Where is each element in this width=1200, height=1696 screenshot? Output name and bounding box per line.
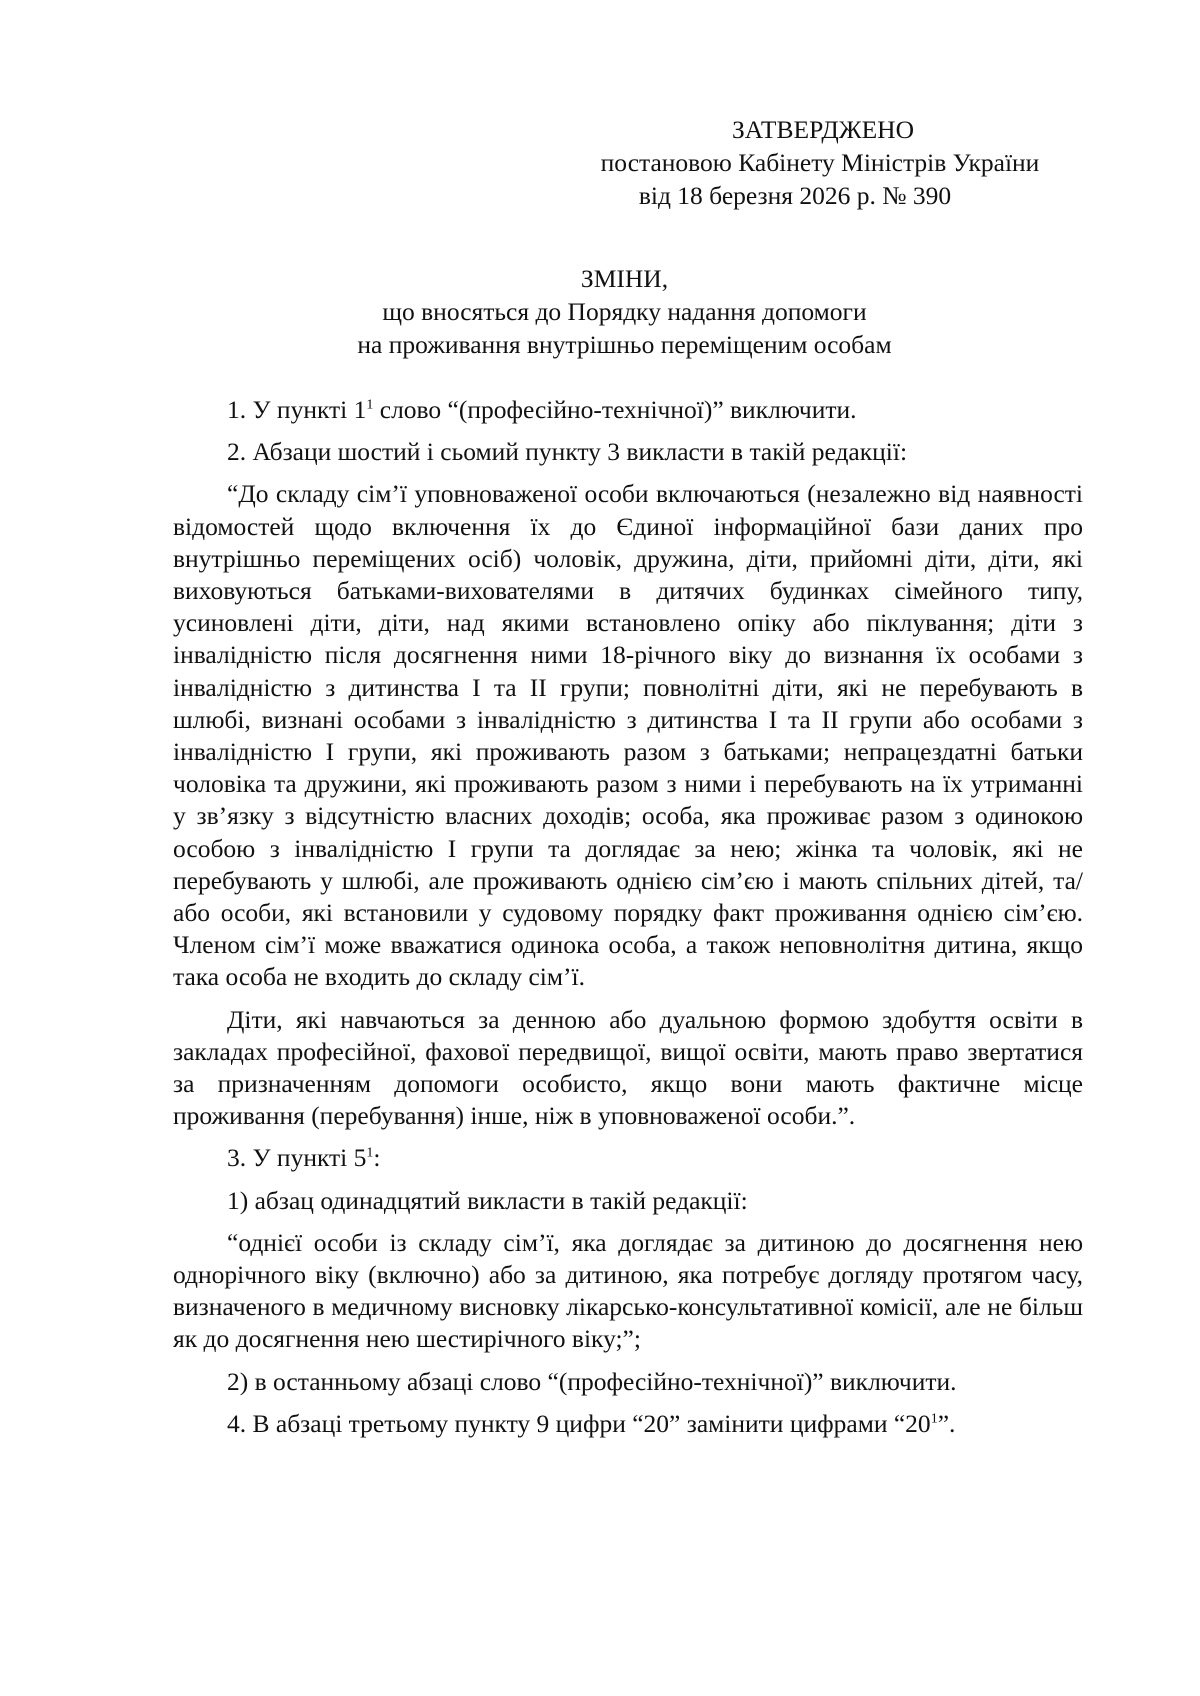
heading-subtitle-line2: на проживання внутрішньо переміщеним особам — [357, 330, 892, 359]
approval-stamp — [560, 113, 1080, 212]
item-1: 1. У пункті $1^1$ слово “(професійно-технічної)” виключити. — [227, 395, 857, 424]
document-heading — [173, 262, 1076, 361]
item-3-sub-1-quote: “однієї особи із складу сім’ї, яка доглядає за дитиною до досягнення нею однорічного віку (включно) або за дитиною, яка потребує догляду протягом часу, визначеного в медичному висновку лікарсько-консультативної комісії, але не більш як до досягнення нею шестирічного віку;”; — [173, 1227, 1083, 1354]
item-2: 2. Абзаци шостий і сьомий пункту 3 викласти в такій редакції: — [227, 437, 908, 467]
item-3: 3. У пункті $5^1$: — [227, 1143, 381, 1173]
item-2-quote-paragraph-1: “До складу сім’ї уповноваженої особи включаються (незалежно від наявності відомостей щодо включення їх до Єдиної інформаційної бази даних про внутрішньо переміщених осіб) чоловік, дружина, діти, прийомні діти, діти, які виховуються батьками-вихователями в дитячих будинках сімейного типу, усиновлені діти, діти, над якими встановлено опіку або піклування; діти з інвалідністю після досягнення ними 18-річного віку до визнання їх особами з інвалідністю з дитинства I та II групи; повнолітні діти, які не перебувають в шлюбі, визнані особами з інвалідністю з дитинства I та II групи або особами з інвалідністю I групи, які проживають разом з батьками; непрацездатні батьки чоловіка та дружини, які проживають разом з ними і перебувають на їх утриманні у зв’язку з відсутністю власних доходів; особа, яка проживає разом з одинокою особою з інвалідністю I групи та доглядає за нею; жінка та чоловік, які не перебувають у шлюбі, але проживають однією сім’єю і мають спільних дітей, та/або особи, які встановили у судовому порядку факт проживання однією сім’єю. Членом сім’ї може вважатися одинока особа, а також неповнолітня дитина, якщо така особа не входить до складу сім’ї. — [173, 479, 1083, 992]
item-2-quote-paragraph-2: Діти, які навчаються за денною або дуальною формою здобуття освіти в закладах професійної, фахової передвищої, вищої освіти, мають право звертатися за призначенням допомоги особисто, якщо вони мають фактичне місце проживання (перебування) інше, ніж в уповноваженої особи.”. — [173, 1004, 1083, 1131]
superscript: 1 — [366, 1145, 374, 1161]
item-4: 4. В абзаці третьому пункту 9 цифри “20” замінити цифрами “$20^1$”. — [227, 1408, 956, 1438]
approval-title: ЗАТВЕРДЖЕНО — [731, 115, 915, 144]
approval-authority: постановою Кабінету Міністрів України — [600, 148, 1040, 177]
heading-title: ЗМІНИ, — [580, 264, 669, 293]
approval-date: від 18 березня 2026 р. № 390 — [638, 181, 952, 210]
item-3-sub-1: 1) абзац одинадцятий викласти в такій редакції: — [227, 1185, 748, 1215]
document-body — [173, 394, 1083, 1450]
superscript: 1 — [930, 1411, 938, 1427]
superscript: 1 — [366, 397, 374, 413]
heading-subtitle-line1: що вносяться до Порядку надання допомоги — [382, 297, 867, 326]
item-3-sub-2: 2) в останньому абзаці слово “(професійно-технічної)” виключити. — [227, 1366, 957, 1396]
